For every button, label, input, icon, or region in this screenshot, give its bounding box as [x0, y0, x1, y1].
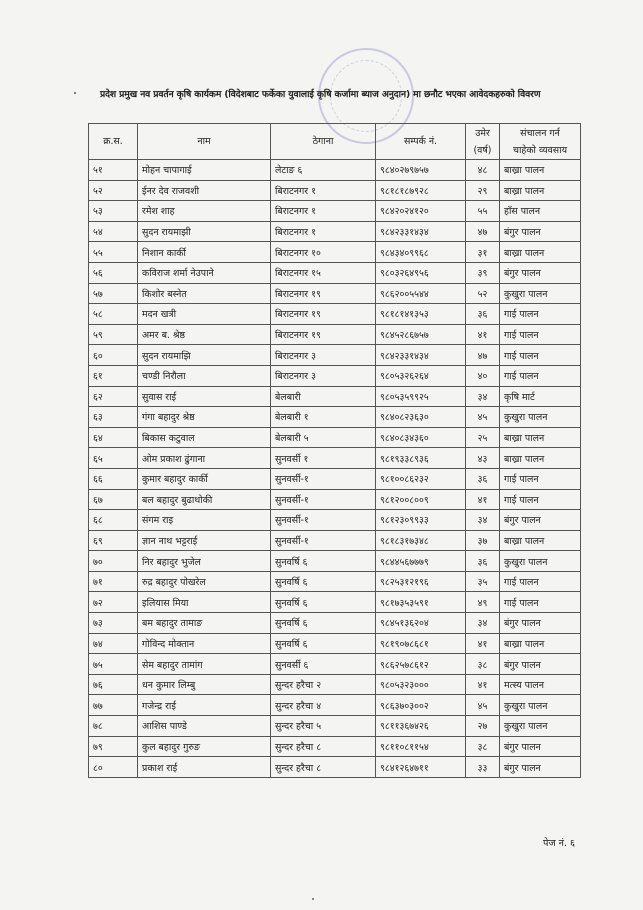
cell-name: किशोर बस्नेत: [138, 283, 271, 304]
cell-age: ४७: [466, 221, 500, 242]
cell-address: बिराटनगर १०: [271, 242, 376, 263]
cell-business: कुखुरा पालन: [500, 283, 581, 304]
cell-address: सुन्दर हरैचा ४: [271, 695, 376, 716]
cell-business: गाई पालन: [500, 304, 581, 325]
cell-address: सुन्दर हरैचा २: [271, 674, 376, 695]
cell-contact: ९८४०८३४३६०: [376, 427, 466, 448]
cell-business: कुखुरा पालन: [500, 716, 581, 737]
table-row: [89, 386, 581, 407]
cell-address: बिराटनगर ३: [271, 365, 376, 386]
cell-age: २७: [466, 716, 500, 737]
cell-sn: ५७: [89, 283, 138, 304]
cell-business: बंगुर पालन: [500, 262, 581, 283]
header-name: नाम: [138, 124, 271, 160]
cell-name: चण्डी निरौला: [138, 365, 271, 386]
cell-age: ३८: [466, 736, 500, 757]
cell-contact: ९८४३४०९९६८: [376, 242, 466, 263]
document-title: प्रदेश प्रमुख नव प्रवर्तन कृषि कार्यकम (विदेशबाट फर्केका युवालाई कृषि कर्जामा ब्याज अनुदान) मा छनौट भएका आवेदकहरुको विवरण: [100, 89, 541, 100]
cell-contact: ९८०५३५९९२५: [376, 386, 466, 407]
table-row: [89, 324, 581, 345]
cell-business: बंगुर पालन: [500, 613, 581, 634]
cell-contact: ९८४२३३१४३४: [376, 221, 466, 242]
cell-sn: ६७: [89, 489, 138, 510]
table-row: [89, 674, 581, 695]
table-row: [89, 201, 581, 222]
cell-sn: ७८: [89, 716, 138, 737]
cell-contact: ९८४२०२४१२०: [376, 201, 466, 222]
cell-sn: ५८: [89, 304, 138, 325]
cell-sn: ७१: [89, 571, 138, 592]
cell-sn: ६८: [89, 510, 138, 531]
cell-name: ओम प्रकाश ढुंगाना: [138, 448, 271, 469]
header-address: ठेगाना: [271, 124, 376, 160]
page-number: पेज नं. ६: [543, 838, 576, 849]
cell-name: इलियास मिया: [138, 592, 271, 613]
cell-business: बंगुर पालन: [500, 757, 581, 778]
cell-address: बिराटनगर १: [271, 201, 376, 222]
cell-name: बल बहादुर बुढाथोकी: [138, 489, 271, 510]
table-row: [89, 407, 581, 428]
cell-address: सुनवर्षि ६: [271, 633, 376, 654]
cell-contact: ९८४५२८६७५७: [376, 324, 466, 345]
cell-business: गाई पालन: [500, 571, 581, 592]
header-business: [500, 124, 581, 160]
cell-name: बिकास कटुवाल: [138, 427, 271, 448]
cell-name: सुदन रायमाझी: [138, 221, 271, 242]
cell-contact: ९८४१२६४७११: [376, 757, 466, 778]
table-row: [89, 757, 581, 778]
cell-address: बिराटनगर १५: [271, 262, 376, 283]
scan-speck: [312, 898, 314, 900]
cell-contact: ९८१८१८७९२८: [376, 180, 466, 201]
cell-contact: ९८११३६७४२६: [376, 716, 466, 737]
cell-address: सुन्दर हरैचा ८: [271, 757, 376, 778]
cell-address: सुनवर्षि ६: [271, 551, 376, 572]
cell-age: ४९: [466, 592, 500, 613]
cell-sn: ५९: [89, 324, 138, 345]
cell-name: कुल बहादुर गुरुङ: [138, 736, 271, 757]
cell-contact: ९८१२००८००९: [376, 489, 466, 510]
table-row: [89, 551, 581, 572]
cell-age: ४३: [466, 448, 500, 469]
cell-contact: ९८१८१४१३५३: [376, 304, 466, 325]
cell-age: ३६: [466, 468, 500, 489]
table-row: [89, 489, 581, 510]
cell-contact: ९८१००८६२३२: [376, 468, 466, 489]
cell-sn: ५५: [89, 242, 138, 263]
cell-address: सुनवर्सी १: [271, 448, 376, 469]
cell-business: गाई पालन: [500, 489, 581, 510]
cell-address: बिराटनगर ३: [271, 345, 376, 366]
cell-contact: ९८६२००५५४४: [376, 283, 466, 304]
cell-name: कुमार बहादुर कार्की: [138, 468, 271, 489]
cell-age: ३९: [466, 262, 500, 283]
table-row: [89, 345, 581, 366]
cell-business: बंगुर पालन: [500, 654, 581, 675]
table-row: [89, 304, 581, 325]
cell-address: सुनवर्सी-१: [271, 468, 376, 489]
cell-name: निर बहादुर भुजेल: [138, 551, 271, 572]
cell-sn: ७९: [89, 736, 138, 757]
table-row: [89, 654, 581, 675]
header-age-line2: (वर्ष): [473, 144, 492, 156]
cell-address: सुनवर्सी ६: [271, 654, 376, 675]
table-row: [89, 736, 581, 757]
header-business-line2: चाहेको व्यवसाय: [512, 144, 568, 156]
table-row: [89, 242, 581, 263]
header-sn: क्र.स.: [89, 124, 138, 160]
cell-name: निशान कार्की: [138, 242, 271, 263]
cell-sn: ७७: [89, 695, 138, 716]
cell-contact: ९८४४५६७७७९: [376, 551, 466, 572]
cell-business: गाई पालन: [500, 468, 581, 489]
cell-address: सुन्दर हरैचा ५: [271, 716, 376, 737]
cell-age: ४१: [466, 324, 500, 345]
cell-sn: ६१: [89, 365, 138, 386]
cell-age: ३४: [466, 613, 500, 634]
cell-business: गाई पालन: [500, 345, 581, 366]
table-row: [89, 530, 581, 551]
cell-contact: ९८१८३१७३४८: [376, 530, 466, 551]
cell-contact: ९८०५३२३०००: [376, 674, 466, 695]
table-row: [89, 180, 581, 201]
cell-age: ४१: [466, 674, 500, 695]
cell-sn: ६२: [89, 386, 138, 407]
cell-contact: ९८४५१३६२०४: [376, 613, 466, 634]
table-row: [89, 365, 581, 386]
cell-business: बाख्रा पालन: [500, 180, 581, 201]
table-row: [89, 262, 581, 283]
cell-name: बम बहादुर तामाङ: [138, 613, 271, 634]
cell-contact: ९८१७३५३५९१: [376, 592, 466, 613]
cell-business: गाई पालन: [500, 365, 581, 386]
cell-sn: ७५: [89, 654, 138, 675]
cell-age: ३४: [466, 510, 500, 531]
cell-address: बिराटनगर १९: [271, 304, 376, 325]
cell-business: बाख्रा पालन: [500, 160, 581, 181]
cell-sn: ५१: [89, 160, 138, 181]
cell-business: बंगुर पालन: [500, 510, 581, 531]
cell-sn: ७६: [89, 674, 138, 695]
table-row: [89, 716, 581, 737]
cell-business: बाख्रा पालन: [500, 242, 581, 263]
cell-age: ३७: [466, 530, 500, 551]
table-row: [89, 283, 581, 304]
cell-contact: ९८४०८२३६३०: [376, 407, 466, 428]
cell-address: सुन्दर हरैचा ८: [271, 736, 376, 757]
header-age: [466, 124, 500, 160]
table-row: [89, 160, 581, 181]
cell-age: २५: [466, 427, 500, 448]
cell-business: बंगुर पालन: [500, 221, 581, 242]
cell-age: ५२: [466, 283, 500, 304]
cell-name: रमेश शाह: [138, 201, 271, 222]
cell-address: बिराटनगर १९: [271, 324, 376, 345]
cell-age: ४१: [466, 489, 500, 510]
cell-address: बेलबारी १: [271, 407, 376, 428]
cell-name: गजेन्द्र राई: [138, 695, 271, 716]
cell-business: कुखुरा पालन: [500, 551, 581, 572]
cell-name: मोहन चापागाई: [138, 160, 271, 181]
cell-address: लेटाङ ६: [271, 160, 376, 181]
cell-age: ४८: [466, 160, 500, 181]
cell-contact: ९८१२३०९९३३: [376, 510, 466, 531]
table-row: [89, 613, 581, 634]
table-row: [89, 510, 581, 531]
cell-sn: ६०: [89, 345, 138, 366]
cell-name: अमर ब. श्रेष्ठ: [138, 324, 271, 345]
cell-address: बिराटनगर १: [271, 180, 376, 201]
cell-age: ३१: [466, 242, 500, 263]
cell-address: सुनवर्षि ६: [271, 571, 376, 592]
cell-contact: ९८०३२६४९५६: [376, 262, 466, 283]
cell-business: बाख्रा पालन: [500, 448, 581, 469]
header-contact: सम्पर्क नं.: [376, 124, 466, 160]
cell-age: ४५: [466, 695, 500, 716]
cell-age: ४७: [466, 345, 500, 366]
cell-name: आशिस पाण्डे: [138, 716, 271, 737]
cell-age: २९: [466, 180, 500, 201]
cell-contact: ९८४२३३१४३४: [376, 345, 466, 366]
cell-sn: ५३: [89, 201, 138, 222]
cell-age: ३५: [466, 571, 500, 592]
cell-name: कविराज शर्मा नेउपाने: [138, 262, 271, 283]
cell-address: बेलबारी ५: [271, 427, 376, 448]
cell-business: कुखुरा पालन: [500, 407, 581, 428]
table-row: [89, 571, 581, 592]
cell-sn: ७०: [89, 551, 138, 572]
cell-business: बाख्रा पालन: [500, 633, 581, 654]
cell-contact: ९८१९३३८९३६: [376, 448, 466, 469]
header-business-line1: संचालन गर्न: [520, 127, 560, 139]
table-row: [89, 592, 581, 613]
cell-business: गाई पालन: [500, 592, 581, 613]
cell-sn: ६९: [89, 530, 138, 551]
cell-business: बंगुर पालन: [500, 736, 581, 757]
cell-business: बाख्रा पालन: [500, 427, 581, 448]
cell-address: सुनवर्सी-१: [271, 489, 376, 510]
cell-age: ३८: [466, 654, 500, 675]
cell-age: ४५: [466, 407, 500, 428]
cell-business: हाँस पालन: [500, 201, 581, 222]
cell-sn: ६५: [89, 448, 138, 469]
cell-sn: ५४: [89, 221, 138, 242]
cell-name: मदन खत्री: [138, 304, 271, 325]
table-header-row: [89, 124, 581, 160]
table-row: [89, 468, 581, 489]
cell-name: सुदन रायमाझि: [138, 345, 271, 366]
applicant-table: [88, 123, 581, 778]
scan-speck: [74, 92, 76, 94]
cell-name: धन कुमार लिम्बु: [138, 674, 271, 695]
cell-age: ५५: [466, 201, 500, 222]
cell-address: सुनवर्षि ६: [271, 613, 376, 634]
cell-sn: ६४: [89, 427, 138, 448]
cell-address: बिराटनगर १९: [271, 283, 376, 304]
cell-contact: ९८६२५७८६१२: [376, 654, 466, 675]
header-age-line1: उमेर: [475, 127, 490, 139]
cell-age: ४१: [466, 633, 500, 654]
cell-contact: ९८११०८११५४: [376, 736, 466, 757]
cell-sn: ६३: [89, 407, 138, 428]
cell-age: ३३: [466, 757, 500, 778]
table-row: [89, 448, 581, 469]
cell-business: कृषि मार्ट: [500, 386, 581, 407]
cell-sn: ६६: [89, 468, 138, 489]
cell-name: ज्ञान नाथ भट्टराई: [138, 530, 271, 551]
cell-name: सुवास राई: [138, 386, 271, 407]
cell-name: गंगा बहादुर श्रेष्ठ: [138, 407, 271, 428]
cell-contact: ९८४०२७९७५७: [376, 160, 466, 181]
cell-contact: ९८०५३२६२६४: [376, 365, 466, 386]
cell-age: ३६: [466, 551, 500, 572]
cell-name: गोविन्द मोक्तान: [138, 633, 271, 654]
cell-contact: ९८२५३१२१९६: [376, 571, 466, 592]
cell-age: ३६: [466, 304, 500, 325]
cell-name: रुद्र बहादुर पोखरेल: [138, 571, 271, 592]
cell-sn: ५६: [89, 262, 138, 283]
table-row: [89, 695, 581, 716]
table-row: [89, 633, 581, 654]
cell-sn: ७२: [89, 592, 138, 613]
cell-sn: ७३: [89, 613, 138, 634]
cell-name: सेम बहादुर तामांग: [138, 654, 271, 675]
cell-business: मत्स्य पालन: [500, 674, 581, 695]
cell-address: बेलबारी: [271, 386, 376, 407]
cell-sn: ७४: [89, 633, 138, 654]
cell-contact: ९८६३७०३००२: [376, 695, 466, 716]
cell-contact: ९८१९०७८६८१: [376, 633, 466, 654]
cell-business: कुखुरा पालन: [500, 695, 581, 716]
cell-age: ४०: [466, 365, 500, 386]
table-row: [89, 427, 581, 448]
cell-name: संगम राइ: [138, 510, 271, 531]
cell-business: गाई पालन: [500, 324, 581, 345]
cell-address: सुनवर्सी-१: [271, 530, 376, 551]
cell-address: बिराटनगर १: [271, 221, 376, 242]
cell-age: ३४: [466, 386, 500, 407]
cell-name: ईनर देव राजवशी: [138, 180, 271, 201]
cell-address: सुनवर्सी-१: [271, 510, 376, 531]
cell-sn: ५२: [89, 180, 138, 201]
cell-name: प्रकाश राई: [138, 757, 271, 778]
cell-sn: ८०: [89, 757, 138, 778]
cell-business: बाख्रा पालन: [500, 530, 581, 551]
table-row: [89, 221, 581, 242]
cell-address: सुनवर्षि ६: [271, 592, 376, 613]
